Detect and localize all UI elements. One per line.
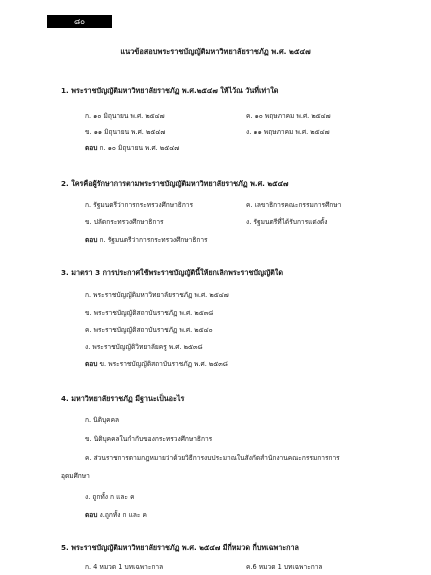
q1-answer-value: ก. ๑๐ มิถุนายน พ.ศ. ๒๕๔๗	[99, 144, 180, 152]
q3-option-c: ค. พระราชบัญญัติสถาบันราชภัฏ พ.ศ. ๒๕๔๐	[85, 326, 213, 334]
question-4: 4. มหาวิทยาลัยราชภัฏ มีฐานะเป็นอะไร	[61, 394, 185, 403]
page-number: ๘๐	[47, 15, 112, 28]
q3-answer	[85, 358, 228, 369]
question-2: 2. ใครคือผู้รักษาการตามพระราชบัญญัติมหาวิทยาลัยราชภัฏ พ.ศ. ๒๕๔๗	[61, 179, 289, 188]
question-3: 3. มาตรา 3 การประกาศใช้พระราชบัญญัตินี้ให้ยกเลิกพระราชบัญญัติใด	[61, 268, 283, 277]
answer-label: ตอบ	[85, 360, 98, 368]
answer-label: ตอบ	[85, 236, 98, 244]
q4-option-a: ก. นิติบุคคล	[85, 416, 120, 424]
question-1: 1. พระราชบัญญัติมหาวิทยาลัยราชภัฏ พ.ศ.๒๕๔๗ ให้ไว้ณ วันที่เท่าใด	[61, 86, 279, 95]
q1-option-d: ง. ๑๑ พฤษภาคม พ.ศ. ๒๕๔๗	[246, 128, 330, 136]
q1-option-c: ค. ๑๐ พฤษภาคม พ.ศ. ๒๕๔๗	[246, 112, 331, 120]
q2-option-c: ค. เลขาธิการคณะกรรมการศึกษา	[246, 201, 342, 209]
q1-option-a: ก. ๑๐ มิถุนายน พ.ศ. ๒๕๔๗	[85, 112, 165, 120]
q2-answer	[85, 234, 208, 245]
q5-option-a: ก. 4 หมวด 1 บทเฉพาะกาล	[85, 563, 164, 571]
q3-option-a: ก. พระราชบัญญัติมหาวิทยาลัยราชภัฏ พ.ศ. ๒๕๔๗	[85, 291, 229, 299]
q1-option-b: ข. ๑๑ มิถุนายน พ.ศ. ๒๕๔๗	[85, 128, 166, 136]
q5-option-c: ค.6 หมวด 1 บทเฉพาะกาล	[246, 563, 323, 571]
q4-answer-value: ง.ถูกทั้ง ก และ ค	[99, 511, 147, 519]
question-5: 5. พระราชบัญญัติมหาวิทยาลัยราชภัฏ พ.ศ. ๒๕๔๗ มีกี่หมวด กี่บทเฉพาะกาล	[61, 543, 299, 552]
q1-answer	[85, 142, 179, 153]
q4-option-b: ข. นิติบุคคลในกำกับของกระทรวงศึกษาธิการ	[85, 435, 213, 443]
q2-answer-value: ก. รัฐมนตรีว่าการกระทรวงศึกษาธิการ	[99, 236, 208, 244]
q4-answer	[85, 509, 147, 520]
q4-option-c-continued: อุดมศึกษา	[61, 472, 90, 480]
answer-label: ตอบ	[85, 511, 98, 519]
q2-option-d: ง. รัฐมนตรีที่ได้รับการแต่งตั้ง	[246, 218, 328, 226]
answer-label: ตอบ	[85, 144, 98, 152]
document-title: แนวข้อสอบพระราชบัญญัติมหาวิทยาลัยราชภัฏ พ.ศ. ๒๕๔๗	[120, 47, 311, 56]
q3-option-b: ข. พระราชบัญญัติสถาบันราชภัฏ พ.ศ. ๒๕๓๘	[85, 309, 214, 317]
q3-answer-value: ข. พระราชบัญญัติสถาบันราชภัฏ พ.ศ. ๒๕๓๘	[99, 360, 228, 368]
q2-option-a: ก. รัฐมนตรีว่าการกระทรวงศึกษาธิการ	[85, 201, 194, 209]
q4-option-d: ง. ถูกทั้ง ก และ ค	[85, 493, 135, 501]
q2-option-b: ข. ปลัดกระทรวงศึกษาธิการ	[85, 218, 164, 226]
q3-option-d: ง. พระราชบัญญัติวิทยาลัยครู พ.ศ. ๒๕๓๘	[85, 343, 203, 351]
q4-option-c: ค. ส่วนราชการตามกฎหมายว่าด้วยวิธีการงบประมาณในสังกัดสำนักงานคณะกรรมการการ	[85, 454, 340, 462]
